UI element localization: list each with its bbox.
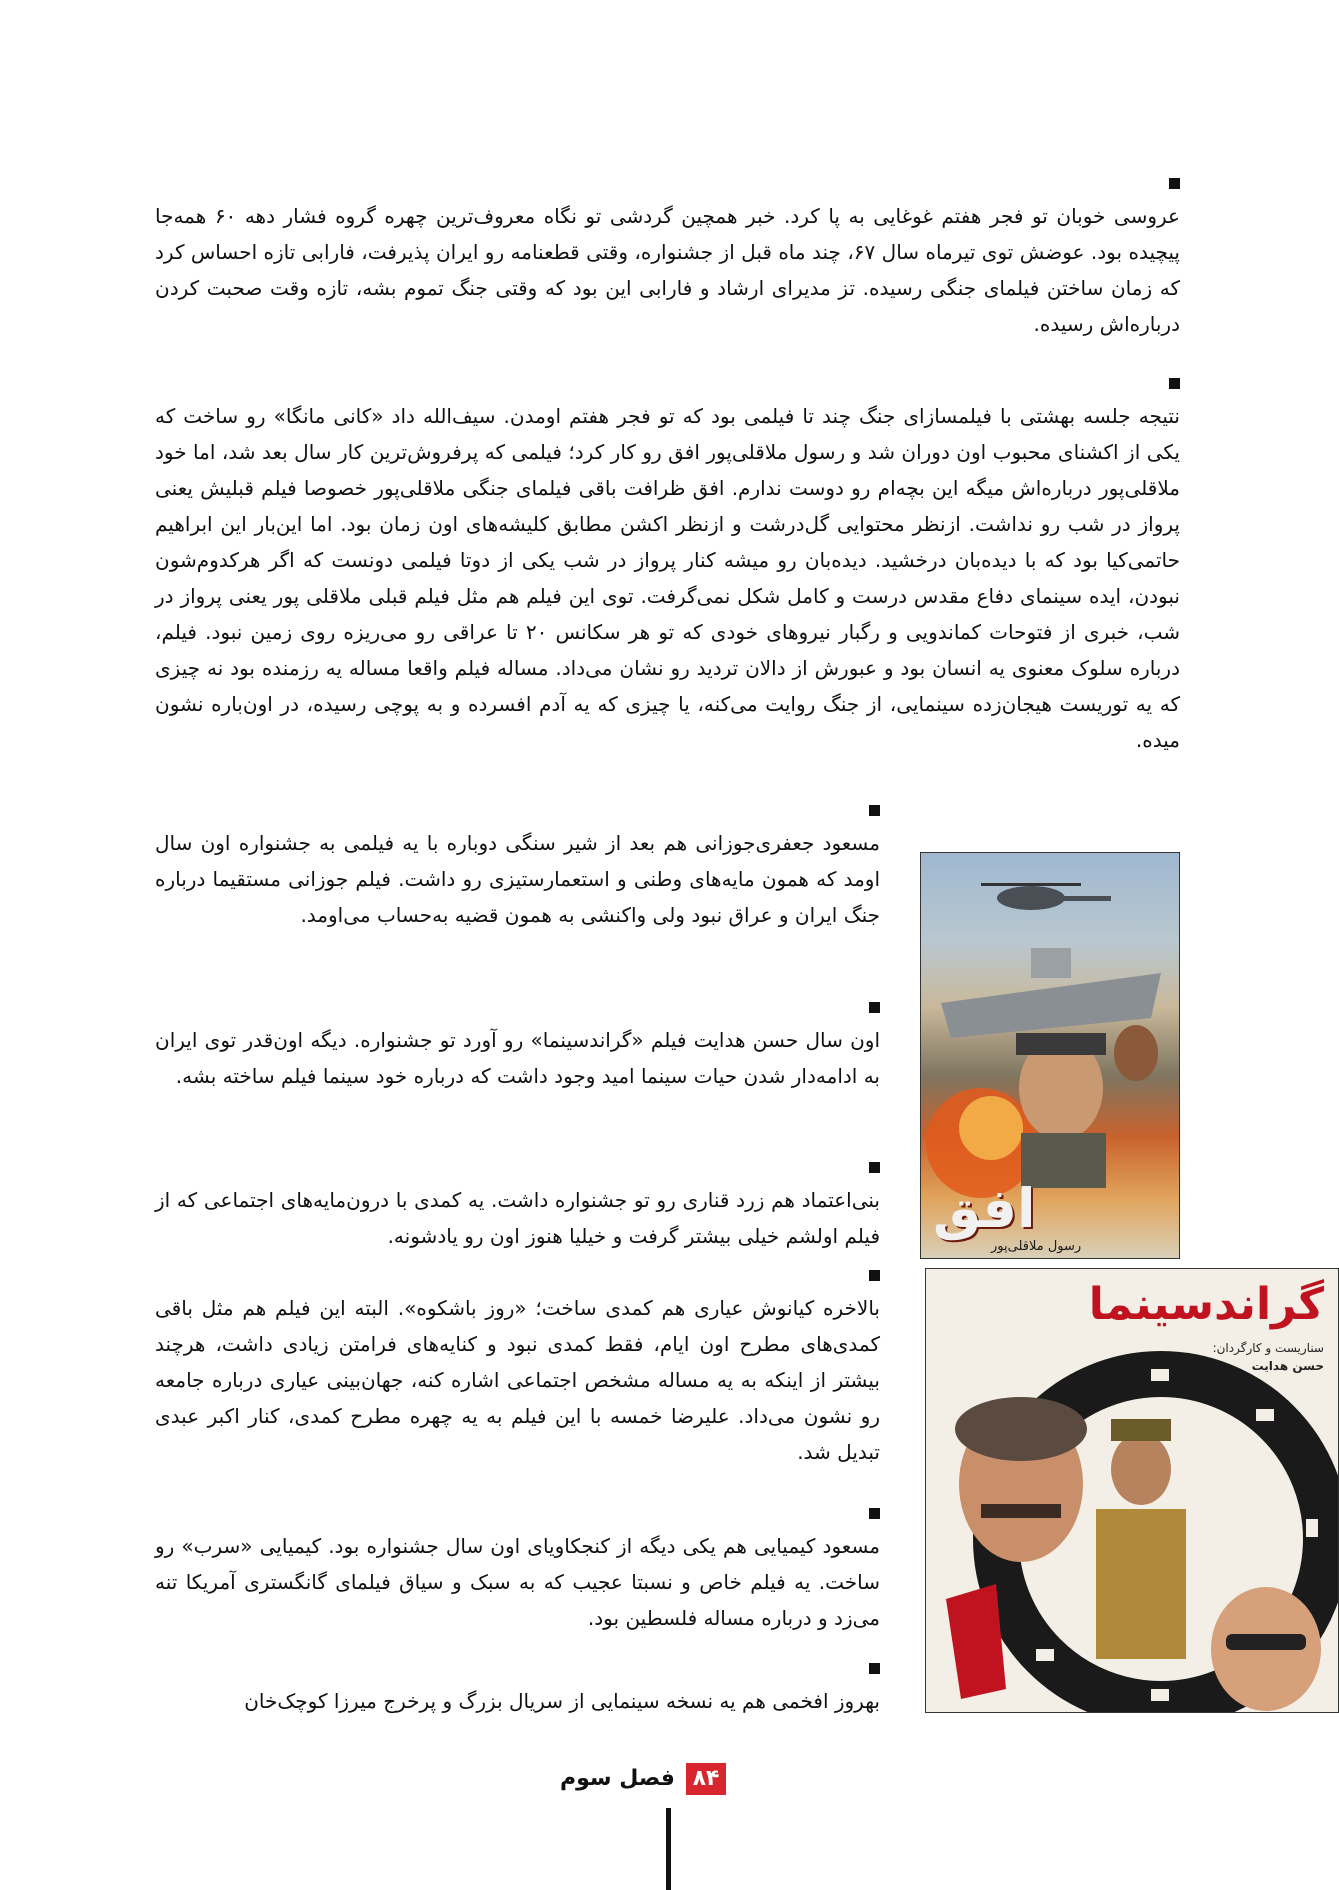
paragraph-text: بالاخره کیانوش عیاری هم کمدی ساخت؛ «روز باشکوه». البته این فیلم هم مثل باقی کمدی‌های مطرح اون ایام، فقط کمدی نبود و کنایه‌های فرامتن زیادی داشت، هرچند بیشتر از اینکه به یه مساله مشخص اجتماعی اشاره کنه، جهان‌بینی عیاری درباره جامعه رو نشون می‌داد. علیرضا خمسه با این فیلم به یه چهره مطرح کمدی، کنار اکبر عبدی تبدیل شد.	[155, 1296, 880, 1464]
bullet-square-icon	[869, 1002, 880, 1013]
poster-ofogh-title: افق	[933, 1177, 1036, 1240]
paragraph	[155, 1528, 880, 1636]
poster-ofogh-credit: رسول ملاقلی‌پور	[991, 1239, 1082, 1254]
footer-divider	[666, 1808, 671, 1890]
poster-ofogh	[920, 852, 1180, 1259]
paragraph	[155, 1683, 880, 1719]
paragraph-text: بهروز افخمی هم یه نسخه سینمایی از سریال بزرگ و پرخرج میرزا کوچک‌خان	[244, 1689, 880, 1713]
chapter-label: فصل سوم	[560, 1766, 675, 1791]
paragraph	[155, 825, 880, 933]
bullet-square-icon	[869, 1270, 880, 1281]
paragraph-text: مسعود کیمیایی هم یکی دیگه از کنجکاویای اون سال جشنواره بود. کیمیایی «سرب» رو ساخت. یه فیلم خاص و نسبتا عجیب که به سبک و سیاق فیلمای گانگستری آمریکا تنه می‌زد و درباره مساله فلسطین بود.	[155, 1534, 880, 1630]
poster-grand-cinema-title: گراندسینما	[1088, 1279, 1324, 1330]
bullet-square-icon	[869, 805, 880, 816]
paragraph-text: بنی‌اعتماد هم زرد قناری رو تو جشنواره داشت. یه کمدی با درون‌مایه‌های اجتماعی که از فیلم اولشم خیلی بیشتر گرفت و خیلیا هنوز اون رو یادشونه.	[155, 1188, 880, 1248]
paragraph	[155, 1290, 880, 1470]
poster-grand-cinema	[925, 1268, 1339, 1713]
page-number: ۸۴	[686, 1763, 726, 1795]
paragraph	[155, 1182, 880, 1254]
poster-grand-cinema-credit-role: سناریست و کارگردان:	[1212, 1341, 1324, 1355]
bullet-square-icon	[869, 1508, 880, 1519]
poster-grand-cinema-credit-name: حسن هدایت	[1251, 1359, 1324, 1373]
paragraph	[155, 198, 1180, 342]
paragraph-text: اون سال حسن هدایت فیلم «گراندسینما» رو آورد تو جشنواره. دیگه اون‌قدر توی ایران به ادامه‌دار شدن حیات سینما امید وجود داشت که درباره خود سینما فیلم ساخته بشه.	[155, 1028, 880, 1088]
bullet-square-icon	[1169, 178, 1180, 189]
bullet-square-icon	[869, 1162, 880, 1173]
paragraph	[155, 398, 1180, 758]
paragraph	[155, 1022, 880, 1094]
paragraph-text: عروسی خوبان تو فجر هفتم غوغایی به پا کرد. خبر همچین گردشی تو نگاه معروف‌ترین چهره گروه فشار دهه ۶۰ همه‌جا پیچیده بود. عوضش توی تیرماه سال ۶۷، چند ماه قبل از جشنواره، وقتی قطعنامه رو ایران پذیرفت، فارابی تازه احساس کرد که زمان ساختن فیلمای جنگی رسیده. تز مدیرای ارشاد و فارابی این بود که وقتی جنگ تموم بشه، تازه وقت صحبت کردن درباره‌اش رسیده.	[155, 204, 1180, 336]
bullet-square-icon	[1169, 378, 1180, 389]
bullet-square-icon	[869, 1663, 880, 1674]
paragraph-text: نتیجه جلسه بهشتی با فیلمسازای جنگ چند تا فیلمی بود که تو فجر هفتم اومدن. سیف‌الله داد «کانی مانگا» رو ساخت که یکی از اکشنای محبوب اون دوران شد و رسول ملاقلی‌پور افق رو کار کرد؛ فیلمی که پرفروش‌ترین کار سال بعد شد، اما خود ملاقلی‌پور درباره‌اش میگه این بچه‌ام رو دوست ندارم. افق ظرافت باقی فیلمای جنگی ملاقلی‌پور خصوصا فیلم قبلیش یعنی پرواز در شب رو نداشت. ازنظر محتوایی گل‌درشت و ازنظر اکشن مطابق کلیشه‌های اون زمان بود. اما این‌بار این ابراهیم حاتمی‌کیا بود که با دیده‌بان درخشید. دیده‌بان رو میشه کنار پرواز در شب یکی از دوتا فیلمی دونست که اگر هرکدوم‌شون نبودن، ایده سینمای دفاع مقدس درست و کامل شکل نمی‌گرفت. توی این فیلم هم مثل فیلم قبلی ملاقلی پور یعنی پرواز در شب، خبری از فتوحات کماندویی و رگبار نیروهای خودی که تو هر سکانس ۲۰ تا عراقی رو می‌ریزه روی زمین نبود. فیلم، درباره سلوک معنوی یه انسان بود و عبورش از دالان تردید رو نشان می‌داد. مساله فیلم واقعا مساله یه رزمنده بود نه چیزی که یه توریست هیجان‌زده سینمایی، از جنگ روایت می‌کنه، یا چیزی که یه آدم افسرده و به پوچی رسیده، در اون‌باره نشون میده.	[155, 404, 1180, 752]
poster-grand-cinema-artwork	[926, 1269, 1338, 1712]
paragraph-text: مسعود جعفری‌جوزانی هم بعد از شیر سنگی دوباره با یه فیلمی به جشنواره اون سال اومد که همون مایه‌های وطنی و استعمارستیزی رو داشت. فیلم جوزانی مستقیما درباره جنگ ایران و عراق نبود ولی واکنشی به همون قضیه به‌حساب می‌اومد.	[155, 831, 880, 927]
